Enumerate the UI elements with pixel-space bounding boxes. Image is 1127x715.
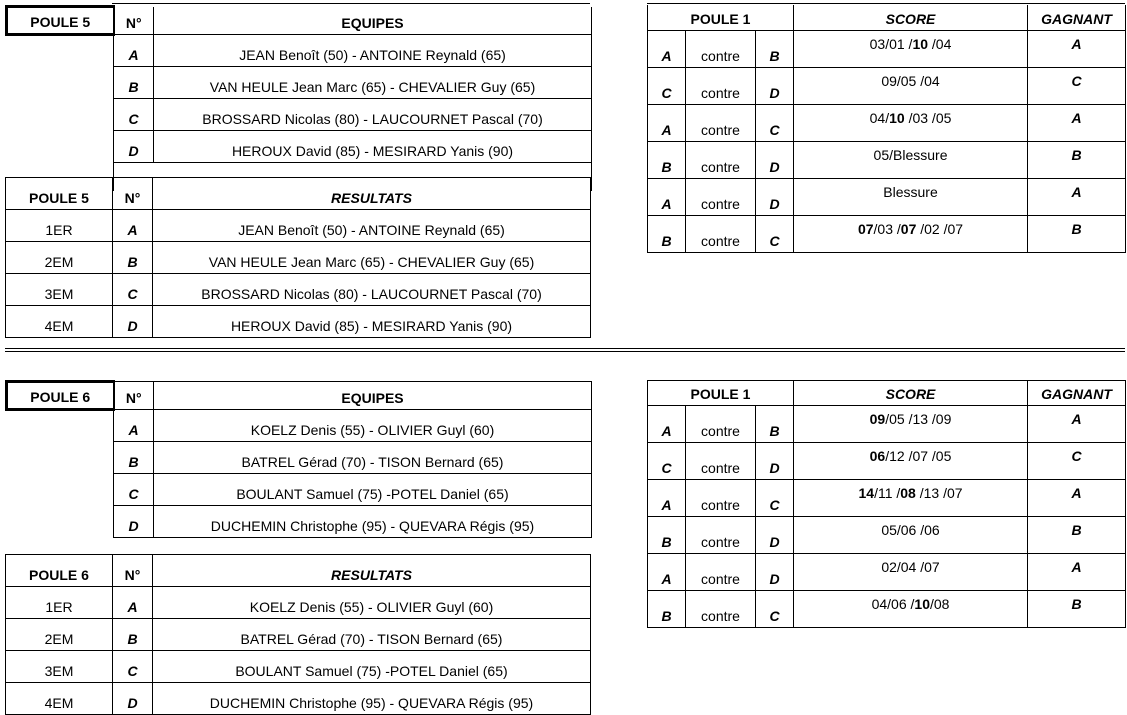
score-value [794,105,1028,142]
team-letter: C [114,99,154,131]
versus-label: contre [686,554,756,591]
score-part-bold: 06 [869,448,886,464]
poule-label: POULE 5 [6,178,113,210]
versus-label: contre [686,591,756,628]
versus-label: contre [686,480,756,517]
poule-label: POULE 1 [648,5,794,31]
num-header: N° [114,7,154,35]
team-row [7,99,592,131]
score-part-bold: 09 [869,411,886,427]
score-part: /12 /07 /05 [885,448,952,464]
team1-letter: C [648,443,686,480]
score-header: SCORE [794,5,1028,31]
teams-header: EQUIPES [154,382,592,410]
team-letter: A [114,35,154,67]
team-letter: A [114,410,154,442]
team2-letter: D [756,554,794,591]
team1-letter: A [648,406,686,443]
team-name: JEAN Benoît (50) - ANTOINE Reynald (65) [153,210,591,242]
score-part-bold: 07 [900,221,917,237]
team-letter: B [113,242,153,274]
winner-letter: A [1028,179,1126,216]
team-letter: A [113,210,153,242]
team1-letter: B [648,142,686,179]
team1-letter: A [648,179,686,216]
team-name: HEROUX David (85) - MESIRARD Yanis (90) [153,306,591,338]
team1-letter: B [648,517,686,554]
score-part-bold: 07 [857,221,874,237]
match-row [648,31,1126,68]
result-row [6,242,591,274]
match-row [648,216,1126,253]
versus-label: contre [686,31,756,68]
teams-table-poule-6 [5,380,592,538]
team-letter: C [114,474,154,506]
score-value [794,31,1028,68]
team-row [7,474,592,506]
versus-label: contre [686,68,756,105]
score-part: /03 / [873,221,901,237]
team-row [7,442,592,474]
team2-letter: D [756,443,794,480]
score-part: 05/Blessure [873,147,948,163]
match-row [648,105,1126,142]
team-name: BROSSARD Nicolas (80) - LAUCOURNET Pascal (70) [153,274,591,306]
winner-letter: B [1028,216,1126,253]
team-letter: D [113,683,153,715]
results-header: RESULTATS [153,555,591,587]
score-part-bold: 10 [912,36,929,52]
num-header: N° [114,382,154,410]
rank: 1ER [6,210,113,242]
versus-label: contre [686,443,756,480]
poule-label: POULE 6 [6,555,113,587]
teams-header: EQUIPES [154,7,592,35]
score-value [794,179,1028,216]
score-value [794,591,1028,628]
score-value [794,480,1028,517]
team-name: DUCHEMIN Christophe (95) - QUEVARA Régis (95) [153,683,591,715]
match-row [648,443,1126,480]
match-row [648,406,1126,443]
poule-label: POULE 6 [7,382,114,410]
winner-letter: C [1028,68,1126,105]
teams-table-poule-5 [5,5,592,191]
winner-letter: A [1028,105,1126,142]
score-part: Blessure [883,184,938,200]
team1-letter: A [648,31,686,68]
versus-label: contre [686,406,756,443]
team-letter: D [113,306,153,338]
team-row [7,131,592,163]
num-header: N° [113,555,153,587]
match-row [648,142,1126,179]
score-value [794,142,1028,179]
team1-letter: A [648,105,686,142]
team2-letter: D [756,142,794,179]
result-row [6,274,591,306]
team-name: BATREL Gérad (70) - TISON Bernard (65) [154,442,592,474]
results-table-poule-6 [5,554,591,715]
match-row [648,517,1126,554]
score-part: 02/04 /07 [881,559,940,575]
team-name: VAN HEULE Jean Marc (65) - CHEVALIER Guy (65) [154,67,592,99]
rank: 1ER [6,587,113,619]
score-value [794,443,1028,480]
team-letter: C [113,274,153,306]
match-row [648,179,1126,216]
winner-letter: A [1028,406,1126,443]
team-letter: D [114,131,154,163]
team2-letter: C [756,480,794,517]
result-row [6,210,591,242]
score-part: 09/05 /04 [881,73,940,89]
team1-letter: C [648,68,686,105]
matches-body [648,31,1126,253]
team-row [7,67,592,99]
team1-letter: B [648,591,686,628]
result-row [6,306,591,338]
versus-label: contre [686,142,756,179]
score-value [794,216,1028,253]
score-value [794,517,1028,554]
team2-letter: D [756,179,794,216]
team2-letter: C [756,105,794,142]
team-name: BROSSARD Nicolas (80) - LAUCOURNET Pascal (70) [154,99,592,131]
matches-table-poule-6 [647,380,1126,628]
team-letter: C [113,651,153,683]
team-letter: B [114,67,154,99]
team-name: BOULANT Samuel (75) -POTEL Daniel (65) [153,651,591,683]
team-name: JEAN Benoît (50) - ANTOINE Reynald (65) [154,35,592,67]
score-part: 04/06 / [871,596,915,612]
match-row [648,480,1126,517]
winner-header: GAGNANT [1028,380,1126,406]
team-letter: B [113,619,153,651]
result-row [6,587,591,619]
poule-label: POULE 1 [648,380,794,406]
poule-label: POULE 5 [7,7,114,35]
team-row [7,506,592,538]
team2-letter: C [756,591,794,628]
winner-letter: B [1028,517,1126,554]
matches-table-poule-5 [647,5,1126,253]
score-value [794,406,1028,443]
team-name: KOELZ Denis (55) - OLIVIER Guyl (60) [153,587,591,619]
team-row [7,35,592,67]
winner-letter: A [1028,480,1126,517]
score-part: /04 [928,36,952,52]
matches-body [648,406,1126,628]
team-letter: A [113,587,153,619]
score-value [794,68,1028,105]
team-name: KOELZ Denis (55) - OLIVIER Guyl (60) [154,410,592,442]
score-part-bold: 10 [889,110,905,126]
section-divider [5,348,1125,352]
team-name: DUCHEMIN Christophe (95) - QUEVARA Régis (95) [154,506,592,538]
team1-letter: B [648,216,686,253]
winner-letter: B [1028,591,1126,628]
score-part: 03 [869,36,886,52]
versus-label: contre [686,216,756,253]
score-part: 04/ [869,110,890,126]
winner-letter: A [1028,554,1126,591]
match-row [648,68,1126,105]
team-name: HEROUX David (85) - MESIRARD Yanis (90) [154,131,592,163]
match-row [648,591,1126,628]
team-name: BOULANT Samuel (75) -POTEL Daniel (65) [154,474,592,506]
rank: 2EM [6,619,113,651]
rank: 3EM [6,651,113,683]
score-header: SCORE [794,380,1028,406]
winner-letter: A [1028,31,1126,68]
team2-letter: D [756,517,794,554]
team1-letter: A [648,480,686,517]
result-row [6,619,591,651]
versus-label: contre [686,179,756,216]
winner-letter: C [1028,443,1126,480]
team-name: BATREL Gérad (70) - TISON Bernard (65) [153,619,591,651]
team-letter: B [114,442,154,474]
versus-label: contre [686,105,756,142]
team2-letter: B [756,406,794,443]
num-header: N° [113,178,153,210]
winner-header: GAGNANT [1028,5,1126,31]
winner-letter: B [1028,142,1126,179]
score-part: /13 /07 [915,485,963,501]
score-part: 05/06 /06 [881,522,940,538]
team2-letter: B [756,31,794,68]
score-part-bold: 10 [914,596,930,612]
score-part: /01 / [885,36,913,52]
score-part: /05 /13 /09 [885,411,952,427]
team-letter: D [114,506,154,538]
result-row [6,683,591,715]
results-table-poule-5 [5,177,591,338]
score-part-bold: 14 [858,485,875,501]
result-row [6,651,591,683]
team1-letter: A [648,554,686,591]
score-value [794,554,1028,591]
results-header: RESULTATS [153,178,591,210]
score-part: /11 / [874,485,901,501]
match-row [648,554,1126,591]
team-name: VAN HEULE Jean Marc (65) - CHEVALIER Guy (65) [153,242,591,274]
rank: 3EM [6,274,113,306]
versus-label: contre [686,517,756,554]
team2-letter: C [756,216,794,253]
rank: 2EM [6,242,113,274]
team2-letter: D [756,68,794,105]
score-part: /03 /05 [904,110,952,126]
team-row [7,410,592,442]
score-part: /08 [929,596,950,612]
rank: 4EM [6,683,113,715]
score-part: /02 /07 [916,221,964,237]
score-part-bold: 08 [900,485,916,501]
rank: 4EM [6,306,113,338]
